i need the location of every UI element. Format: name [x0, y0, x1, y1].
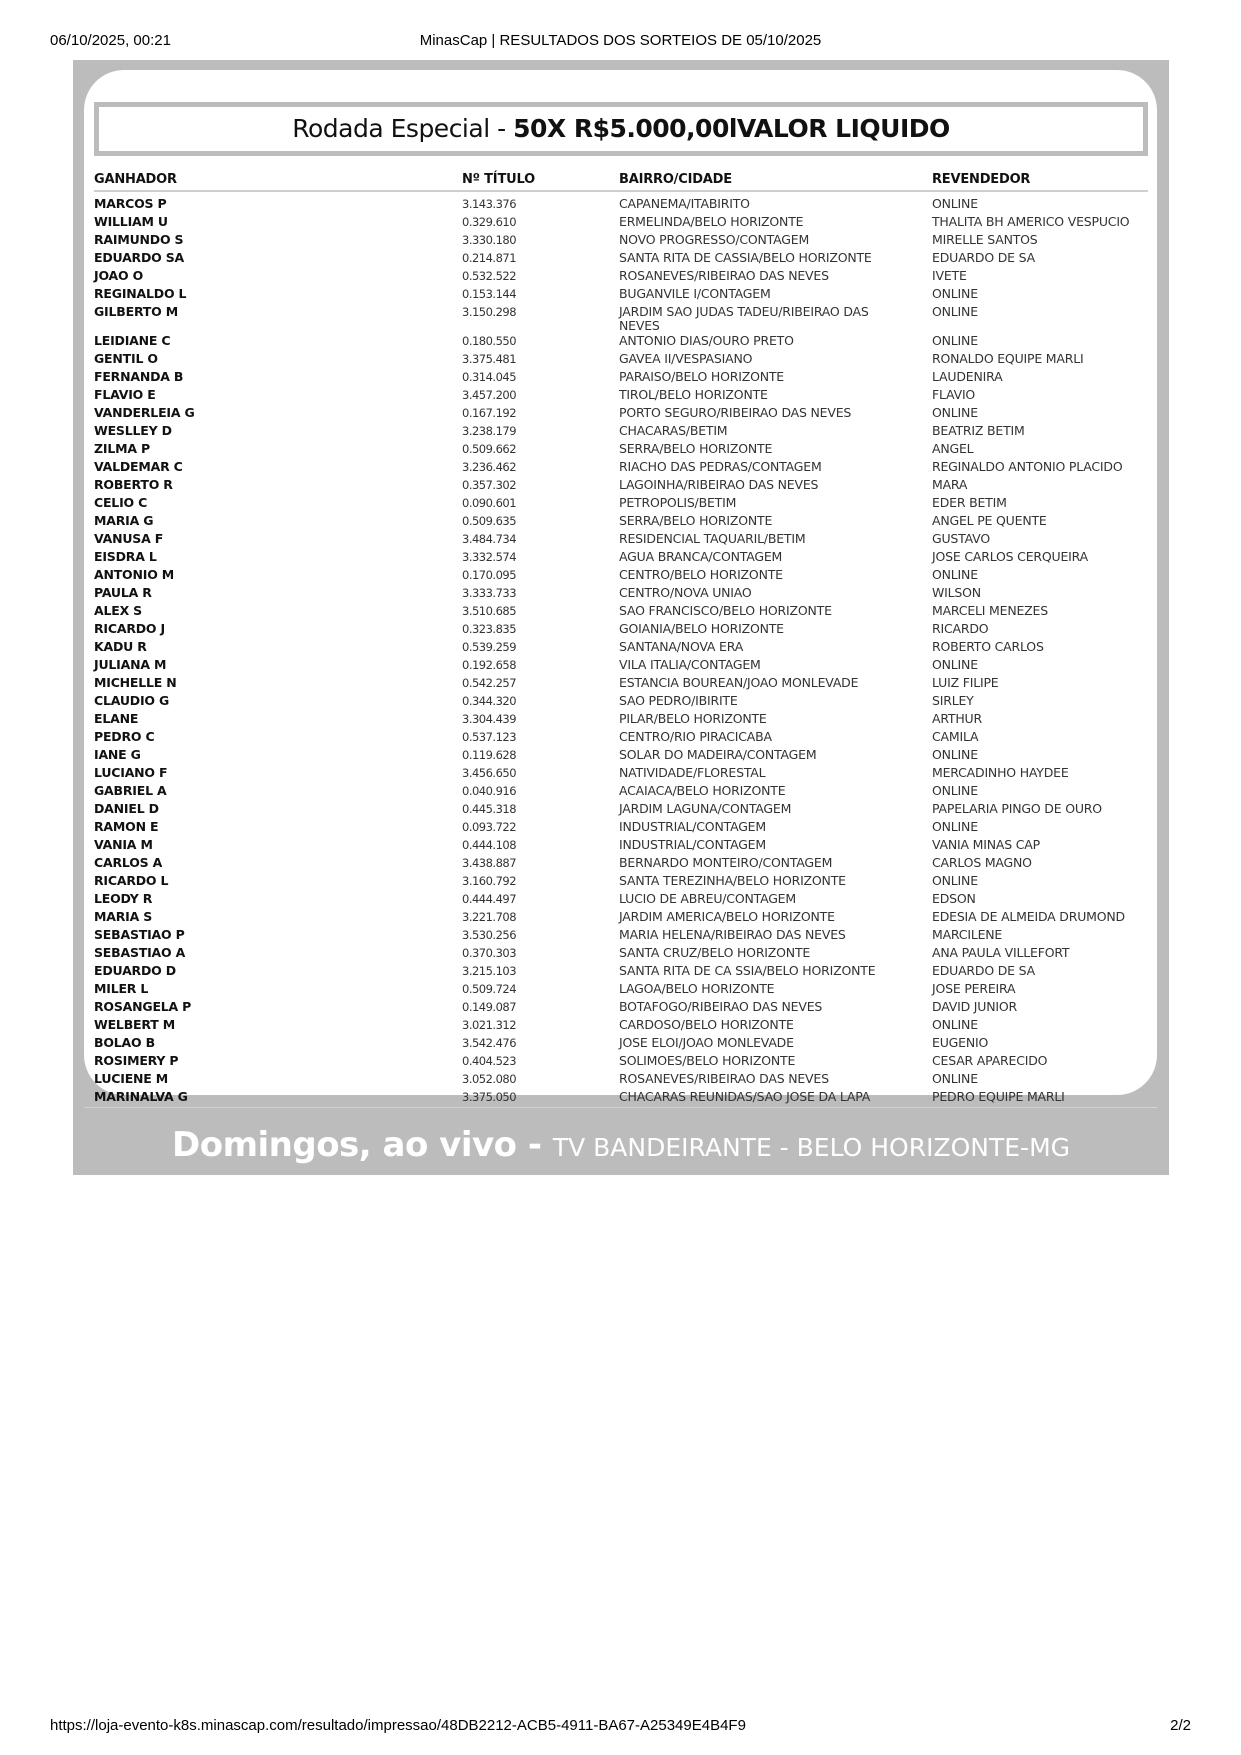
cell-winner: MICHELLE N: [94, 675, 177, 690]
cell-seller: PEDRO EQUIPE MARLI: [932, 1089, 1065, 1104]
table-row: [94, 531, 1148, 549]
cell-seller: EDUARDO DE SA: [932, 963, 1035, 978]
table-row: [94, 693, 1148, 711]
cell-city: ACAIACA/BELO HORIZONTE: [619, 783, 786, 798]
cell-winner: GENTIL O: [94, 351, 158, 366]
table-header-row: [94, 170, 1148, 191]
print-page-number: 2/2: [1170, 1717, 1191, 1734]
cell-seller: ANGEL PE QUENTE: [932, 513, 1047, 528]
table-row: [94, 214, 1148, 232]
table-row: [94, 783, 1148, 801]
cell-seller: ONLINE: [932, 783, 978, 798]
cell-city: BOTAFOGO/RIBEIRAO DAS NEVES: [619, 999, 823, 1014]
cell-seller: MERCADINHO HAYDEE: [932, 765, 1069, 780]
print-datetime: 06/10/2025, 00:21: [50, 32, 171, 49]
cell-city: INDUSTRIAL/CONTAGEM: [619, 819, 766, 834]
table-row: [94, 351, 1148, 369]
cell-city: RESIDENCIAL TAQUARIL/BETIM: [619, 531, 806, 546]
table-row: [94, 729, 1148, 747]
cell-ticket: 0.344.320: [462, 694, 517, 708]
cell-ticket: 0.214.871: [462, 251, 517, 265]
cell-winner: RICARDO J: [94, 621, 165, 636]
cell-ticket: 3.542.476: [462, 1036, 517, 1050]
cell-city: CHACARAS REUNIDAS/SAO JOSE DA LAPA: [619, 1089, 871, 1104]
cell-winner: LUCIENE M: [94, 1071, 169, 1086]
cell-ticket: 0.153.144: [462, 287, 517, 301]
table-row: [94, 1035, 1148, 1053]
cell-winner: SEBASTIAO P: [94, 927, 185, 942]
cell-winner: MARIA G: [94, 513, 154, 528]
cell-winner: ALEX S: [94, 603, 142, 618]
cell-winner: ANTONIO M: [94, 567, 175, 582]
cell-city: CENTRO/RIO PIRACICABA: [619, 729, 772, 744]
cell-seller: JOSE CARLOS CERQUEIRA: [932, 549, 1088, 564]
cell-winner: JOAO O: [94, 268, 144, 283]
table-row: [94, 711, 1148, 729]
cell-ticket: 3.375.050: [462, 1090, 517, 1104]
cell-winner: MARINALVA G: [94, 1089, 188, 1104]
cell-ticket: 3.143.376: [462, 197, 517, 211]
cell-winner: ROBERTO R: [94, 477, 173, 492]
cell-seller: ARTHUR: [932, 711, 982, 726]
cell-ticket: 0.180.550: [462, 334, 517, 348]
table-row: [94, 801, 1148, 819]
table-row: [94, 191, 1148, 214]
cell-city: NOVO PROGRESSO/CONTAGEM: [619, 232, 810, 247]
cell-city: JOSE ELOI/JOAO MONLEVADE: [619, 1035, 794, 1050]
header-ticket: Nº TÍTULO: [462, 170, 619, 191]
cell-ticket: 3.215.103: [462, 964, 517, 978]
print-page-title: MinasCap | RESULTADOS DOS SORTEIOS DE 05/10/2025: [419, 32, 822, 49]
cell-ticket: 3.330.180: [462, 233, 517, 247]
cell-city: NATIVIDADE/FLORESTAL: [619, 765, 766, 780]
table-row: [94, 1071, 1148, 1089]
cell-city: JARDIM AMERICA/BELO HORIZONTE: [619, 909, 835, 924]
cell-city: LUCIO DE ABREU/CONTAGEM: [619, 891, 796, 906]
cell-city: PORTO SEGURO/RIBEIRAO DAS NEVES: [619, 405, 852, 420]
header-seller: REVENDEDOR: [932, 170, 1148, 191]
cell-seller: ONLINE: [932, 567, 978, 582]
cell-city: ROSANEVES/RIBEIRAO DAS NEVES: [619, 268, 829, 283]
table-row: [94, 747, 1148, 765]
cell-winner: MILER L: [94, 981, 149, 996]
table-row: [94, 765, 1148, 783]
cell-seller: DAVID JUNIOR: [932, 999, 1017, 1014]
table-row: [94, 1017, 1148, 1035]
table-row: [94, 675, 1148, 693]
cell-winner: JULIANA M: [94, 657, 167, 672]
cell-ticket: 3.375.481: [462, 352, 517, 366]
cell-city: ERMELINDA/BELO HORIZONTE: [619, 214, 804, 229]
cell-seller: ONLINE: [932, 747, 978, 762]
cell-city: SAO PEDRO/IBIRITE: [619, 693, 738, 708]
cell-ticket: 0.444.497: [462, 892, 517, 906]
cell-winner: RICARDO L: [94, 873, 169, 888]
cell-ticket: 0.149.087: [462, 1000, 517, 1014]
cell-seller: RICARDO: [932, 621, 989, 636]
cell-ticket: 0.323.835: [462, 622, 517, 636]
cell-winner: FLAVIO E: [94, 387, 156, 402]
table-row: [94, 981, 1148, 999]
results-panel: [84, 70, 1157, 1104]
cell-city: JARDIM LAGUNA/CONTAGEM: [619, 801, 792, 816]
table-row: [94, 837, 1148, 855]
cell-ticket: 0.509.724: [462, 982, 517, 996]
cell-ticket: 3.457.200: [462, 388, 517, 402]
cell-ticket: 3.332.574: [462, 550, 517, 564]
banner-schedule: Domingos, ao vivo -: [171, 1125, 553, 1165]
results-frame: [73, 60, 1169, 1175]
table-row: [94, 232, 1148, 250]
cell-ticket: 0.509.662: [462, 442, 517, 456]
cell-seller: CAMILA: [932, 729, 979, 744]
cell-seller: CESAR APARECIDO: [932, 1053, 1048, 1068]
cell-city: SANTA RITA DE CASSIA/BELO HORIZONTE: [619, 250, 872, 265]
table-row: [94, 1089, 1148, 1107]
cell-winner: VANDERLEIA G: [94, 405, 195, 420]
cell-winner: WELBERT M: [94, 1017, 175, 1032]
cell-seller: PAPELARIA PINGO DE OURO: [932, 801, 1102, 816]
cell-city: LAGOA/BELO HORIZONTE: [619, 981, 775, 996]
table-row: [94, 855, 1148, 873]
cell-winner: CLAUDIO G: [94, 693, 170, 708]
cell-ticket: 0.357.302: [462, 478, 517, 492]
cell-ticket: 0.370.303: [462, 946, 517, 960]
cell-ticket: 0.404.523: [462, 1054, 517, 1068]
table-row: [94, 927, 1148, 945]
cell-seller: VANIA MINAS CAP: [932, 837, 1040, 852]
cell-seller: EDUARDO DE SA: [932, 250, 1035, 265]
cell-ticket: 0.090.601: [462, 496, 517, 510]
cell-ticket: 0.119.628: [462, 748, 517, 762]
cell-winner: PEDRO C: [94, 729, 155, 744]
results-body: [94, 191, 1148, 1107]
table-row: [94, 945, 1148, 963]
cell-city: BUGANVILE I/CONTAGEM: [619, 286, 771, 301]
cell-city: SERRA/BELO HORIZONTE: [619, 441, 773, 456]
cell-seller: BEATRIZ BETIM: [932, 423, 1025, 438]
cell-seller: SIRLEY: [932, 693, 974, 708]
cell-seller: THALITA BH AMERICO VESPUCIO: [932, 214, 1130, 229]
table-row: [94, 459, 1148, 477]
cell-ticket: 3.236.462: [462, 460, 517, 474]
table-row: [94, 304, 1148, 333]
cell-seller: REGINALDO ANTONIO PLACIDO: [932, 459, 1123, 474]
cell-seller: ANGEL: [932, 441, 974, 456]
cell-seller: MARCELI MENEZES: [932, 603, 1048, 618]
cell-ticket: 3.221.708: [462, 910, 517, 924]
cell-seller: MARCILENE: [932, 927, 1003, 942]
cell-ticket: 0.444.108: [462, 838, 517, 852]
table-row: [94, 369, 1148, 387]
cell-city: RIACHO DAS PEDRAS/CONTAGEM: [619, 459, 822, 474]
cell-ticket: 3.021.312: [462, 1018, 517, 1032]
table-row: [94, 891, 1148, 909]
cell-city: JARDIM SAO JUDAS TADEU/RIBEIRAO DAS NEVES: [619, 304, 869, 333]
cell-seller: EDER BETIM: [932, 495, 1007, 510]
cell-seller: LUIZ FILIPE: [932, 675, 999, 690]
cell-winner: ZILMA P: [94, 441, 150, 456]
cell-city: SANTANA/NOVA ERA: [619, 639, 744, 654]
table-row: [94, 423, 1148, 441]
cell-ticket: 3.304.439: [462, 712, 517, 726]
cell-city: VILA ITALIA/CONTAGEM: [619, 657, 761, 672]
table-row: [94, 405, 1148, 423]
cell-city: SANTA TEREZINHA/BELO HORIZONTE: [619, 873, 846, 888]
table-row: [94, 268, 1148, 286]
cell-ticket: 0.509.635: [462, 514, 517, 528]
cell-winner: WILLIAM U: [94, 214, 168, 229]
cell-ticket: 0.329.610: [462, 215, 517, 229]
cell-seller: ONLINE: [932, 286, 978, 301]
cell-winner: SEBASTIAO A: [94, 945, 186, 960]
draw-title: [94, 102, 1148, 156]
cell-seller: EDSON: [932, 891, 976, 906]
cell-seller: JOSE PEREIRA: [932, 981, 1016, 996]
table-row: [94, 639, 1148, 657]
cell-winner: PAULA R: [94, 585, 152, 600]
cell-seller: ONLINE: [932, 657, 978, 672]
cell-ticket: 0.445.318: [462, 802, 517, 816]
cell-ticket: 0.539.259: [462, 640, 517, 654]
table-row: [94, 873, 1148, 891]
cell-ticket: 0.532.522: [462, 269, 517, 283]
cell-winner: LEIDIANE C: [94, 333, 171, 348]
cell-winner: GABRIEL A: [94, 783, 167, 798]
cell-city: CAPANEMA/ITABIRITO: [619, 196, 750, 211]
cell-city: PILAR/BELO HORIZONTE: [619, 711, 767, 726]
cell-city: SOLIMOES/BELO HORIZONTE: [619, 1053, 796, 1068]
cell-city: INDUSTRIAL/CONTAGEM: [619, 837, 766, 852]
cell-city: BERNARDO MONTEIRO/CONTAGEM: [619, 855, 833, 870]
cell-winner: DANIEL D: [94, 801, 159, 816]
cell-city: SAO FRANCISCO/BELO HORIZONTE: [619, 603, 832, 618]
cell-ticket: 0.170.095: [462, 568, 517, 582]
cell-winner: EDUARDO SA: [94, 250, 185, 265]
cell-winner: KADU R: [94, 639, 147, 654]
cell-seller: WILSON: [932, 585, 981, 600]
cell-city: SANTA RITA DE CA SSIA/BELO HORIZONTE: [619, 963, 876, 978]
table-row: [94, 603, 1148, 621]
cell-seller: ONLINE: [932, 196, 978, 211]
cell-ticket: 0.537.123: [462, 730, 517, 744]
header-city: BAIRRO/CIDADE: [619, 170, 932, 191]
cell-winner: EDUARDO D: [94, 963, 176, 978]
cell-ticket: 3.484.734: [462, 532, 517, 546]
cell-seller: LAUDENIRA: [932, 369, 1003, 384]
cell-ticket: 3.510.685: [462, 604, 517, 618]
cell-seller: GUSTAVO: [932, 531, 990, 546]
table-row: [94, 333, 1148, 351]
cell-city: ANTONIO DIAS/OURO PRETO: [619, 333, 794, 348]
cell-winner: EISDRA L: [94, 549, 157, 564]
table-row: [94, 567, 1148, 585]
cell-seller: CARLOS MAGNO: [932, 855, 1032, 870]
cell-seller: EDESIA DE ALMEIDA DRUMOND: [932, 909, 1125, 924]
cell-ticket: 0.093.722: [462, 820, 517, 834]
cell-winner: ELANE: [94, 711, 139, 726]
table-row: [94, 963, 1148, 981]
table-row: [94, 1053, 1148, 1071]
cell-ticket: 0.040.916: [462, 784, 517, 798]
table-row: [94, 585, 1148, 603]
cell-ticket: 3.238.179: [462, 424, 517, 438]
cell-winner: MARIA S: [94, 909, 153, 924]
cell-city: ESTANCIA BOUREAN/JOAO MONLEVADE: [619, 675, 859, 690]
cell-seller: ROBERTO CARLOS: [932, 639, 1044, 654]
table-row: [94, 286, 1148, 304]
table-row: [94, 549, 1148, 567]
cell-seller: ONLINE: [932, 1071, 978, 1086]
table-row: [94, 250, 1148, 268]
print-url: https://loja-evento-k8s.minascap.com/resultado/impressao/48DB2212-ACB5-4911-BA67-A25349E4B4F9: [50, 1717, 746, 1734]
cell-ticket: 3.150.298: [462, 305, 517, 319]
cell-winner: REGINALDO L: [94, 286, 187, 301]
cell-city: SOLAR DO MADEIRA/CONTAGEM: [619, 747, 817, 762]
banner-channel: TV BANDEIRANTE - BELO HORIZONTE-MG: [552, 1133, 1071, 1162]
cell-winner: LUCIANO F: [94, 765, 168, 780]
cell-city: CENTRO/BELO HORIZONTE: [619, 567, 783, 582]
cell-seller: FLAVIO: [932, 387, 976, 402]
cell-city: GAVEA II/VESPASIANO: [619, 351, 753, 366]
cell-winner: VALDEMAR C: [94, 459, 183, 474]
cell-seller: EUGENIO: [932, 1035, 989, 1050]
broadcast-banner: [73, 1120, 1169, 1176]
header-winner: GANHADOR: [94, 170, 462, 191]
cell-ticket: 0.167.192: [462, 406, 517, 420]
table-row: [94, 621, 1148, 639]
cell-ticket: 0.314.045: [462, 370, 517, 384]
cell-ticket: 0.542.257: [462, 676, 517, 690]
cell-city: CARDOSO/BELO HORIZONTE: [619, 1017, 794, 1032]
table-row: [94, 513, 1148, 531]
cell-seller: ONLINE: [932, 333, 978, 348]
cell-city: AGUA BRANCA/CONTAGEM: [619, 549, 783, 564]
table-row: [94, 657, 1148, 675]
cell-winner: MARCOS P: [94, 196, 167, 211]
cell-ticket: 3.052.080: [462, 1072, 517, 1086]
cell-ticket: 0.192.658: [462, 658, 517, 672]
cell-ticket: 3.333.733: [462, 586, 517, 600]
table-row: [94, 909, 1148, 927]
cell-winner: CELIO C: [94, 495, 148, 510]
cell-winner: BOLAO B: [94, 1035, 155, 1050]
cell-city: PARAISO/BELO HORIZONTE: [619, 369, 784, 384]
cell-city: GOIANIA/BELO HORIZONTE: [619, 621, 784, 636]
cell-seller: MIRELLE SANTOS: [932, 232, 1038, 247]
cell-city: CENTRO/NOVA UNIAO: [619, 585, 752, 600]
cell-seller: IVETE: [932, 268, 967, 283]
cell-seller: MARA: [932, 477, 968, 492]
print-header: [0, 32, 1241, 52]
table-row: [94, 387, 1148, 405]
cell-winner: ROSIMERY P: [94, 1053, 179, 1068]
cell-seller: ONLINE: [932, 405, 978, 420]
cell-winner: GILBERTO M: [94, 304, 178, 319]
table-row: [94, 999, 1148, 1017]
cell-city: PETROPOLIS/BETIM: [619, 495, 737, 510]
cell-seller: RONALDO EQUIPE MARLI: [932, 351, 1084, 366]
cell-city: SERRA/BELO HORIZONTE: [619, 513, 773, 528]
cell-winner: IANE G: [94, 747, 141, 762]
cell-winner: ROSANGELA P: [94, 999, 192, 1014]
cell-ticket: 3.160.792: [462, 874, 517, 888]
results-table: [94, 170, 1148, 1107]
cell-city: ROSANEVES/RIBEIRAO DAS NEVES: [619, 1071, 829, 1086]
cell-seller: ONLINE: [932, 304, 978, 319]
table-row: [94, 441, 1148, 459]
cell-winner: FERNANDA B: [94, 369, 184, 384]
divider: [84, 1107, 1157, 1108]
cell-city: CHACARAS/BETIM: [619, 423, 728, 438]
cell-city: TIROL/BELO HORIZONTE: [619, 387, 768, 402]
cell-seller: ONLINE: [932, 819, 978, 834]
cell-seller: ONLINE: [932, 873, 978, 888]
cell-winner: WESLLEY D: [94, 423, 172, 438]
cell-ticket: 3.530.256: [462, 928, 517, 942]
table-row: [94, 819, 1148, 837]
table-row: [94, 477, 1148, 495]
cell-winner: RAIMUNDO S: [94, 232, 184, 247]
cell-city: LAGOINHA/RIBEIRAO DAS NEVES: [619, 477, 819, 492]
cell-winner: VANUSA F: [94, 531, 164, 546]
cell-city: SANTA CRUZ/BELO HORIZONTE: [619, 945, 811, 960]
table-row: [94, 495, 1148, 513]
draw-title-prize: 50X R$5.000,00lVALOR LIQUIDO: [513, 114, 950, 143]
cell-winner: LEODY R: [94, 891, 153, 906]
cell-seller: ONLINE: [932, 1017, 978, 1032]
cell-winner: RAMON E: [94, 819, 159, 834]
cell-ticket: 3.438.887: [462, 856, 517, 870]
draw-title-prefix: Rodada Especial -: [292, 114, 514, 143]
cell-winner: CARLOS A: [94, 855, 163, 870]
cell-ticket: 3.456.650: [462, 766, 517, 780]
cell-seller: ANA PAULA VILLEFORT: [932, 945, 1070, 960]
cell-winner: VANIA M: [94, 837, 153, 852]
cell-city: MARIA HELENA/RIBEIRAO DAS NEVES: [619, 927, 846, 942]
